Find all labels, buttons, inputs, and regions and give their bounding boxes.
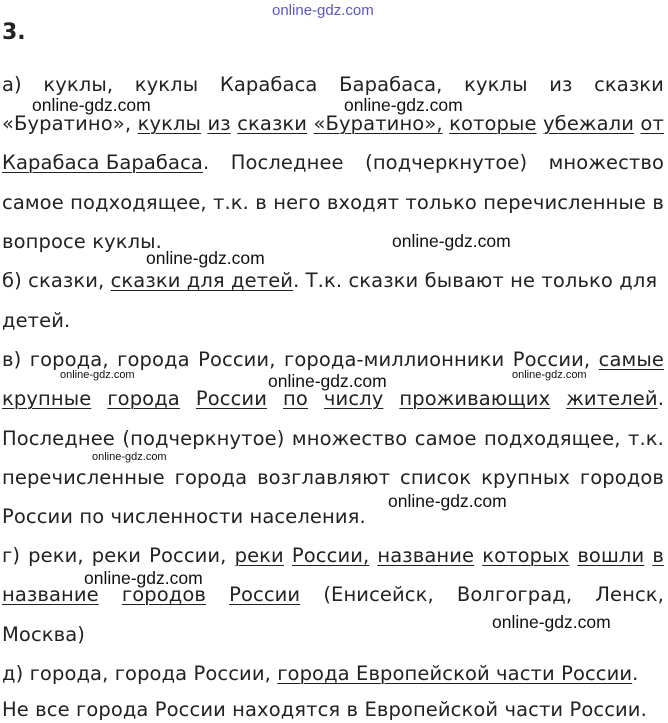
answer-line-3: Карабаса Барабаса. Последнее (подчеркнутое) множество — [2, 151, 664, 174]
answer-line-6: б) сказки, сказки для детей. Т.к. сказки бывают не только для — [2, 269, 658, 292]
watermark: online-gdz.com — [388, 491, 507, 511]
answer-line-10: Последнее (подчеркнутое) множество самое подходящее, т.к. — [2, 427, 664, 450]
underlined-phrase: города Европейской части России — [277, 662, 633, 685]
answer-line-5: вопросе куклы. — [2, 230, 162, 253]
answer-line-15: Москва) — [2, 623, 86, 646]
answer-line-12: России по численности населения. — [2, 505, 366, 528]
watermark: online-gdz.com — [492, 612, 611, 632]
answer-line-8: в) города, города России, города-миллионники России, самые — [2, 348, 664, 371]
watermark: online-gdz.com — [92, 451, 167, 463]
answer-line-1: а) куклы, куклы Карабаса Барабаса, куклы из сказки — [2, 73, 664, 96]
answer-line-16: д) города, города России, города Европейской части России. — [2, 662, 639, 685]
watermark: online-gdz.com — [60, 369, 135, 381]
watermark: online-gdz.com — [32, 95, 151, 115]
watermark: online-gdz.com — [146, 248, 265, 268]
underlined-phrase: сказки для детей — [110, 269, 294, 292]
answer-line-14: название городов России (Енисейск, Волгоград, Ленск, — [2, 583, 664, 606]
answer-line-9: крупные города России по числу проживающих жителей. — [2, 387, 664, 410]
answer-line-13: г) реки, реки России, реки России, название которых вошли в — [2, 544, 664, 567]
watermark: online-gdz.com — [344, 95, 463, 115]
underlined-phrase: Карабаса Барабаса — [2, 151, 203, 174]
answer-line-7: детей. — [2, 309, 71, 332]
watermark-top: online-gdz.com — [272, 2, 374, 19]
watermark: online-gdz.com — [512, 369, 587, 381]
answer-line-4: самое подходящее, т.к. в него входят только перечисленные в — [2, 191, 664, 214]
watermark: online-gdz.com — [268, 371, 387, 391]
answer-line-11: перечисленные города возглавляют список крупных городов — [2, 466, 664, 489]
task-number: 3. — [2, 20, 26, 45]
answer-line-2: «Буратино», куклы из сказки «Буратино», которые убежали от — [2, 112, 664, 135]
watermark: online-gdz.com — [392, 231, 511, 251]
answer-line-17: Не все города России находятся в Европейской части России. — [2, 698, 647, 721]
watermark: online-gdz.com — [84, 568, 203, 588]
